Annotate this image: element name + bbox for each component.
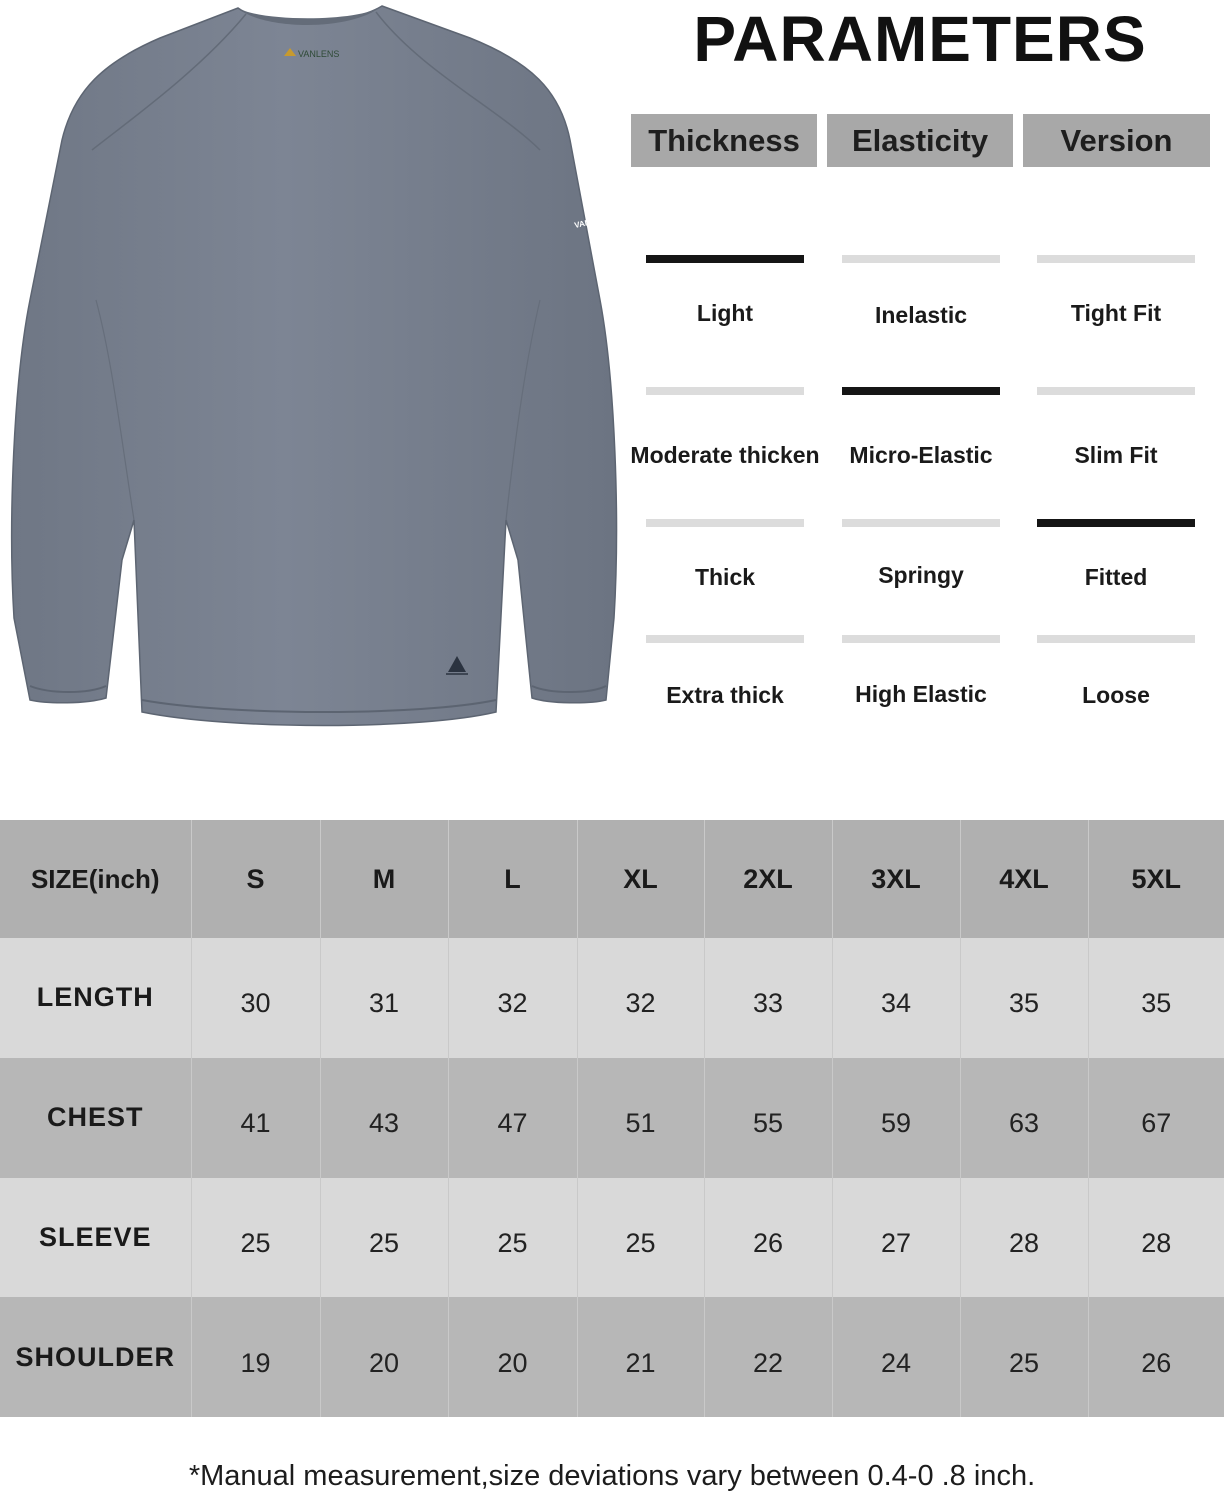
size-row-shoulder xyxy=(0,1297,1224,1417)
param-option-elasticity-4: High Elastic xyxy=(855,681,987,707)
size-corner-label: SIZE(inch) xyxy=(0,820,191,938)
size-column-header: 5XL xyxy=(1131,863,1182,894)
size-value-cell: 34 xyxy=(832,938,960,1058)
size-value-cell: 63 xyxy=(960,1058,1088,1178)
param-option-elasticity-1: Inelastic xyxy=(874,302,968,328)
param-indicator-thickness-4 xyxy=(646,635,804,643)
size-value-cell: 25 xyxy=(320,1178,448,1298)
param-indicator-version-4 xyxy=(1037,635,1195,643)
parameters-title: PARAMETERS xyxy=(693,3,1147,75)
neck-logo-text: VANLENS xyxy=(298,49,340,59)
shirt-body xyxy=(12,6,617,726)
size-value-cell: 30 xyxy=(191,938,320,1058)
size-column-header: L xyxy=(448,820,577,938)
size-row-sleeve xyxy=(0,1178,1224,1298)
size-value-cell: 32 xyxy=(448,938,577,1058)
param-option-elasticity-3: Springy xyxy=(878,562,964,588)
size-value-cell: 51 xyxy=(577,1058,704,1178)
size-column-header: 4XL xyxy=(960,820,1088,938)
size-value-cell: 26 xyxy=(1141,1347,1172,1378)
size-value-cell: 28 xyxy=(1141,1227,1172,1258)
size-value-cell: 21 xyxy=(577,1297,704,1417)
size-header-row xyxy=(0,820,1224,938)
size-value-cell: 31 xyxy=(320,938,448,1058)
size-value-cell: 35 xyxy=(1141,988,1172,1019)
param-option-version-4: Loose xyxy=(1082,682,1150,708)
param-indicator-version-2 xyxy=(1037,387,1195,395)
size-value-cell: 32 xyxy=(577,938,704,1058)
size-value-cell: 28 xyxy=(960,1178,1088,1298)
size-column-header: 3XL xyxy=(832,820,960,938)
param-indicator-elasticity-3 xyxy=(842,519,1000,527)
measurement-label: SHOULDER xyxy=(0,1297,191,1417)
product-shirt-image xyxy=(0,0,630,740)
size-column-header: M xyxy=(320,820,448,938)
param-option-thickness-1: Light xyxy=(696,300,754,326)
size-value-cell: 43 xyxy=(320,1058,448,1178)
measurement-label: SLEEVE xyxy=(0,1178,191,1298)
param-option-version-1: Tight Fit xyxy=(1070,300,1162,326)
size-column-header: XL xyxy=(577,820,704,938)
measurement-footnote: *Manual measurement,size deviations vary between 0.4-0 .8 inch. xyxy=(188,1460,1036,1492)
param-header-thickness: Thickness xyxy=(631,114,817,167)
param-indicator-thickness-3 xyxy=(646,519,804,527)
param-option-thickness-3: Thick xyxy=(694,564,756,590)
size-value-cell: 25 xyxy=(577,1178,704,1298)
param-indicator-elasticity-4 xyxy=(842,635,1000,643)
size-row-length xyxy=(0,938,1224,1058)
size-value-cell: 35 xyxy=(960,938,1088,1058)
size-value-cell: 27 xyxy=(832,1178,960,1298)
size-value-cell: 24 xyxy=(832,1297,960,1417)
size-value-cell: 59 xyxy=(832,1058,960,1178)
size-value-cell: 25 xyxy=(960,1297,1088,1417)
param-option-thickness-4: Extra thick xyxy=(666,682,784,708)
size-column-header: 2XL xyxy=(704,820,832,938)
size-value-cell: 67 xyxy=(1141,1108,1172,1139)
size-chart-table xyxy=(0,820,1224,1417)
param-option-thickness-2: Moderate thicken xyxy=(630,442,820,468)
sleeve-logo-text: VANL xyxy=(573,216,597,230)
param-header-elasticity: Elasticity xyxy=(827,114,1013,167)
size-value-cell: 25 xyxy=(448,1178,577,1298)
measurement-label: LENGTH xyxy=(0,938,191,1058)
size-value-cell: 19 xyxy=(191,1297,320,1417)
param-indicator-thickness-1 xyxy=(646,255,804,263)
size-value-cell: 20 xyxy=(448,1297,577,1417)
measurement-label: CHEST xyxy=(0,1058,191,1178)
size-value-cell: 22 xyxy=(704,1297,832,1417)
param-indicator-elasticity-1 xyxy=(842,255,1000,263)
param-option-elasticity-2: Micro-Elastic xyxy=(849,442,993,468)
param-indicator-elasticity-2 xyxy=(842,387,1000,395)
size-value-cell: 25 xyxy=(191,1178,320,1298)
size-value-cell: 33 xyxy=(704,938,832,1058)
param-indicator-version-3 xyxy=(1037,519,1195,527)
size-value-cell: 47 xyxy=(448,1058,577,1178)
size-column-header: S xyxy=(191,820,320,938)
param-option-version-3: Fitted xyxy=(1084,564,1148,590)
size-value-cell: 55 xyxy=(704,1058,832,1178)
param-header-version: Version xyxy=(1023,114,1210,167)
param-indicator-version-1 xyxy=(1037,255,1195,263)
size-value-cell: 20 xyxy=(320,1297,448,1417)
size-row-chest xyxy=(0,1058,1224,1178)
size-value-cell: 41 xyxy=(191,1058,320,1178)
size-value-cell: 26 xyxy=(704,1178,832,1298)
param-option-version-2: Slim Fit xyxy=(1074,442,1158,468)
param-indicator-thickness-2 xyxy=(646,387,804,395)
